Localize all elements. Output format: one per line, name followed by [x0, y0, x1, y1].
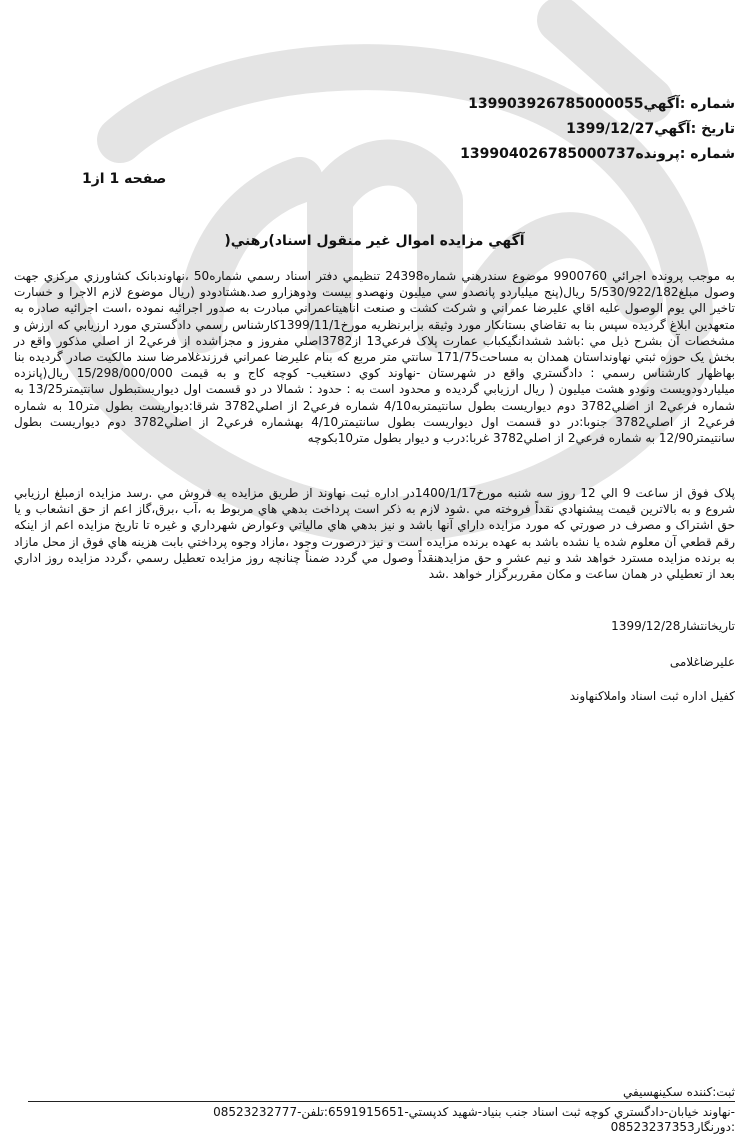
footer-divider	[28, 1101, 735, 1102]
case-number: شماره :پرونده139904026785000737	[460, 146, 735, 162]
footer-address: -نهاوند خيابان-دادگستري کوچه ثبت اسناد جنب بنياد-شهيد کدپستي-6591915651:تلفن-08523232777	[213, 1105, 735, 1119]
page-number: صفحه 1 از1	[82, 171, 167, 187]
document-title: آگهي مزايده اموال غير منقول اسناد)رهني(	[224, 233, 525, 249]
signer-name: عليرضاغلامی	[669, 655, 735, 669]
footer-fax: :دورنگار08523237353	[610, 1120, 735, 1134]
publish-date: تاريخانتشار1399/12/28	[611, 619, 735, 633]
watermark-stroke-4	[560, 20, 650, 100]
body-paragraph-1: به موجب پرونده اجرائي 9900760 موضوع سندرهني شماره24398 تنظيمي دفتر اسناد رسمي شماره50 ،نهاوندبانک کشاورزي مرکزي جهت وصول مبلغ5/530/922/182 ريال(پنج ميلياردو پانصدو سي ميليون ونهصدو بيست ودوهزارو صد.هشتادودو (ريال موضوع لازم الاجرا و خسارت تاخير الي يوم الوصول عليه اقاي عليرضا عمراني و شرکت کشت و صنعت اناهيتاعمراني مبادرت به صدور اجرائيه نموده ،است اجرائيه صادره به متعهدين ابلاغ گرديده سپس بنا به تقاضاي بستانکار مورد وثيقه برابرنظريه مورخ1399/11/1کارشناس رسمي دادگستري مورد ارزيابي که ارزش و مشخصات آن بشرح ذيل مي :باشد ششدانگيکباب عمارت پلاک فرعي13 از3782اصلي مفروز و مجزاشده از فرعي2 از اصلي مذکور واقع در بخش يک حوزه ثبتي نهاونداستان همدان به مساحت171/75 سانتي متر مربع که بنام عليرضا عمراني فرزندغلامرضا سند مالکيت صادر گرديده بنا بهاظهار کارشناس رسمي : دادگستري واقع در شهرستان -نهاوند کوي دستغيب- کوچه کاج و به قيمت 15/298/000/000 ريال(پانزده ميلياردودويست ونودو هشت ميليون ( ريال ارزيابي گرديده و محدود است به : حدود : شمالا در دو قسمت اول ديواريستبطول سانتيمتر13/25 به شماره فرعي2 از اصلي3782 دوم ديواريست بطول سانتيمتربه4/10 شماره فرعي2 از اصلي3782 شرقا:ديواريست بطول متر10 به شماره فرعي2 از اصلي3782 جنوبا:در دو قسمت اول ديواريست بطول سانتيمتر4/10 بهشماره فرعي2 از اصلي3782 دوم ديواريست بطول سانتيمتر12/90 به شماره فرعي2 از اصلي3782 غربا:درب و ديوار بطول متر10بکوچه	[14, 269, 736, 446]
notice-date: تاريخ :آگهي1399/12/27	[566, 121, 735, 137]
notice-meta	[460, 92, 735, 167]
office-title: کفيل اداره ثبت اسناد واملاکنهاوند	[569, 689, 735, 703]
body-paragraph-2: پلاک فوق از ساعت 9 الي 12 روز سه شنبه مورخ1400/1/17در اداره ثبت نهاوند از طريق مزايده به فروش مي .رسد مزايده ازمبلغ ارزيابي شروع و به بالاترين قيمت پيشنهادي نقداً فروخته مي .شود لازم به ذکر است پرداخت بدهي هاي مربوط به ،آب ،برق،گاز اعم از حق انشعاب و يا حق اشتراک و مصرف در صورتي که مورد مزايده داراي آنها باشد و نيز بدهي هاي مالياتي وعوارض شهرداري و غيره تا تاريخ مزايده اعم از اينکه رقم قطعي آن معلوم شده يا نشده باشد به عهده برنده مزايده است و نيز درصورت وجود ،مازاد وجوه پرداختي بابت هزينه هاي فوق از محل مازاد به برنده مزايده مسترد خواهد شد و نيم عشر و حق مزايدهنقداً وصول مي گردد ضمناً چنانچه روز مزايده تعطيل رسمي ،گردد مزايده روز اداري بعد از تعطيلي در همان ساعت و مکان مقرربرگزار خواهد .شد	[14, 486, 736, 582]
registrar-line: ثبت:کننده سکينهسيفي	[623, 1085, 735, 1099]
notice-number: شماره :آگهي139903926785000055	[468, 96, 735, 112]
